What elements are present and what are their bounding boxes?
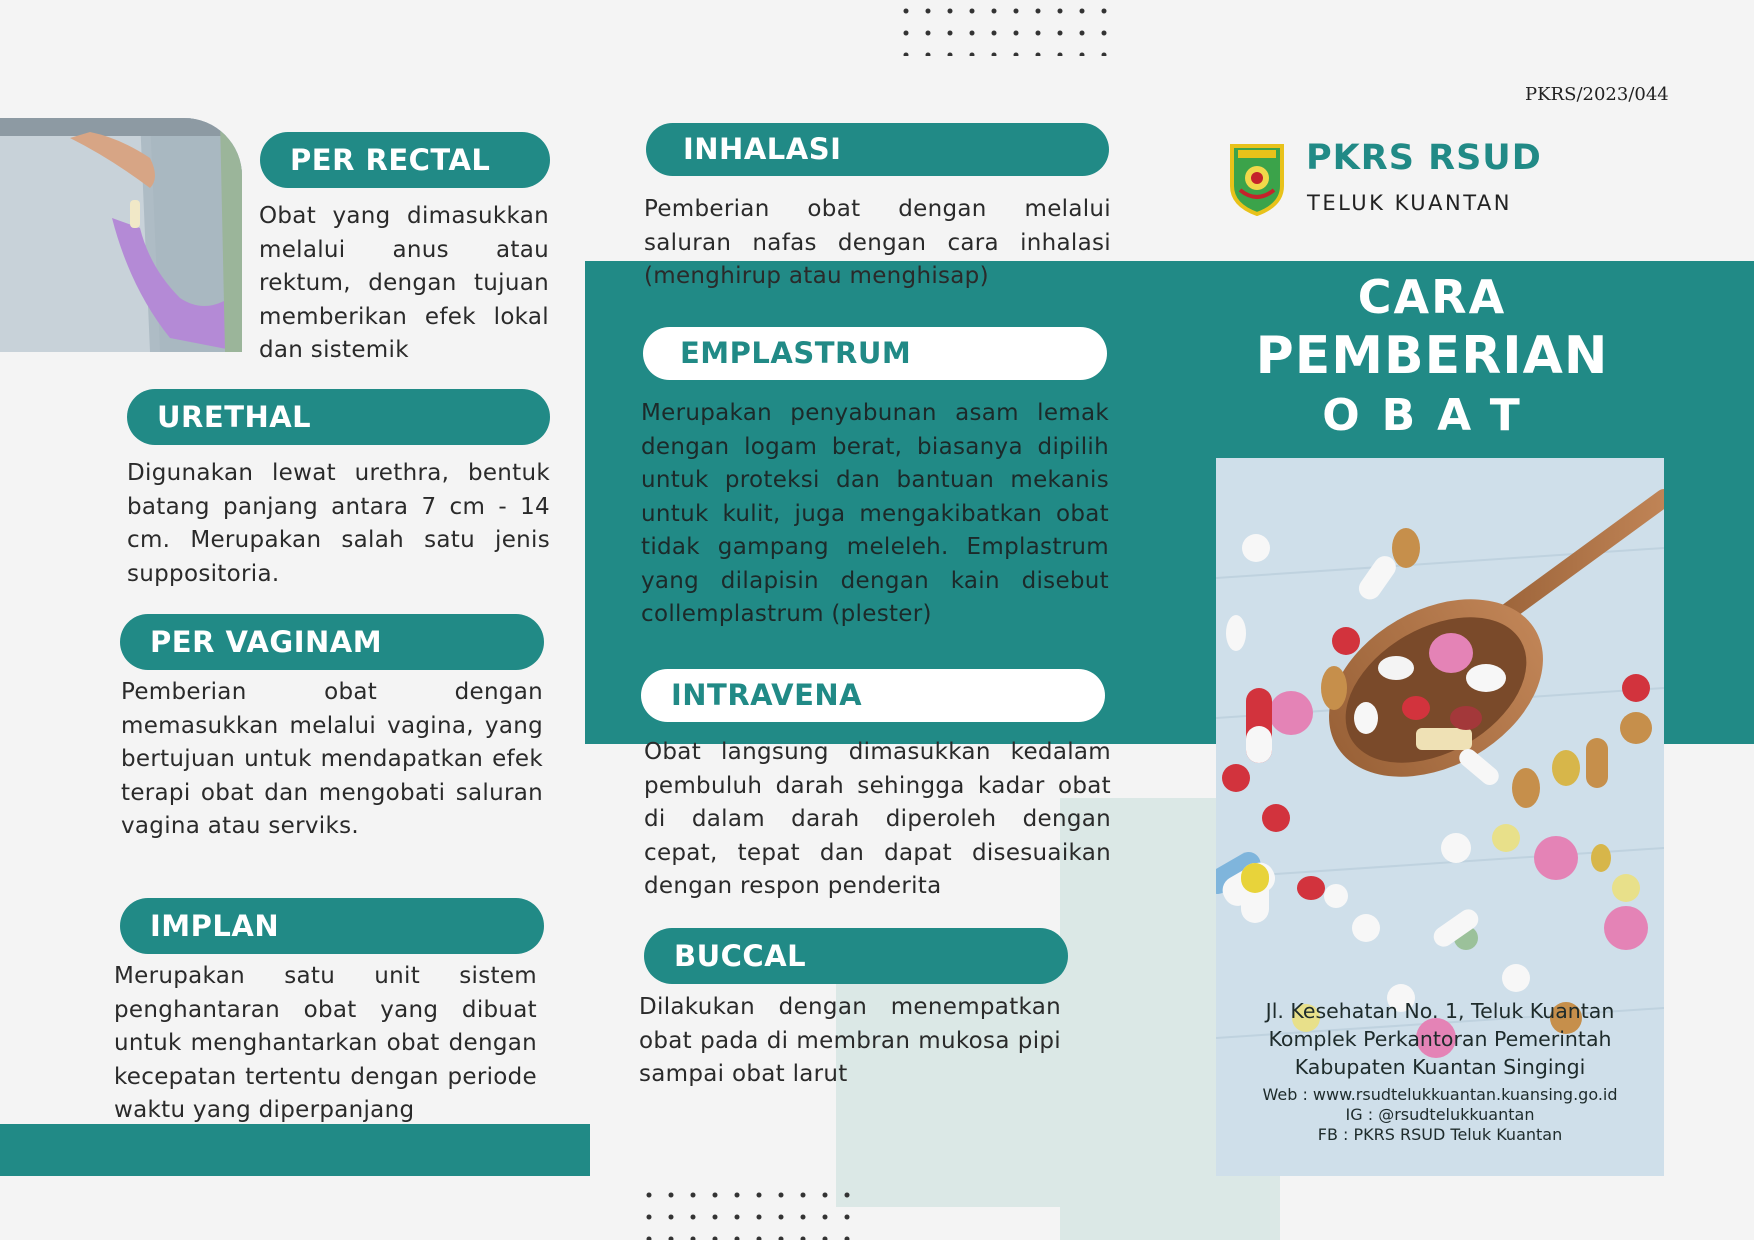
title-line-3: OBAT [1322,390,1542,441]
pill-urethal: URETHAL [127,389,550,445]
text-emplastrum: Merupakan penyabunan asam lemak dengan logam berat, biasanya dipilih untuk proteksi dan bantuan mekanis untuk kulit, juga mengakibatkan obat tidak gampang meleleh. Emplastrum yang dilapisin dengan kain disebut collemplastrum (plester) [641,400,1109,627]
title-line-2: PEMBERIAN [1255,326,1609,386]
title-line-1: CARA [1357,270,1507,324]
org-subtitle: TELUK KUANTAN [1307,191,1512,215]
pill-per-vaginam: PER VAGINAM [120,614,544,670]
dot-pattern-bottom [638,1184,858,1240]
pill-intravena: INTRAVENA [641,669,1105,722]
pill-emplastrum: EMPLASTRUM [643,327,1107,380]
pill-per-rectal: PER RECTAL [260,132,550,188]
text-per-vaginam: Pemberian obat dengan memasukkan melalui vagina, yang bertujuan untuk mendapatkan efek terapi obat dan mengobati saluran vagina atau serviks. [121,679,543,839]
text-urethal: Digunakan lewat urethra, bentuk batang panjang antara 7 cm - 14 cm. Merupakan salah satu jenis suppositoria. [127,460,550,587]
bottom-left-teal-band [0,1124,590,1176]
contact-fb: FB : PKRS RSUD Teluk Kuantan [1317,1125,1563,1144]
contact-web: Web : www.rsudtelukkuantan.kuansing.go.id [1262,1085,1618,1104]
text-buccal: Dilakukan dengan menempatkan obat pada di membran mukosa pipi sampai obat larut [639,994,1061,1087]
rectal-photo [0,118,242,352]
document-code: PKRS/2023/044 [1525,84,1669,105]
pill-inhalasi: INHALASI [646,123,1109,176]
pill-implan: IMPLAN [120,898,544,954]
text-implan: Merupakan satu unit sistem penghantaran obat yang dibuat untuk menghantarkan obat dengan kecepatan tertentu dengan periode waktu yang diperpanjang [114,963,537,1123]
contact-address-2: Komplek Perkantoran Pemerintah [1268,1027,1612,1051]
hospital-emblem-icon [1228,142,1286,216]
contact-ig: IG : @rsudtelukkuantan [1345,1105,1535,1124]
text-intravena: Obat langsung dimasukkan kedalam pembuluh darah sehingga kadar obat di dalam darah diperoleh dengan cepat, tepat dan dapat disesuaikan dengan respon penderita [644,739,1111,899]
pill-buccal: BUCCAL [644,928,1068,984]
text-per-rectal: Obat yang dimasukkan melalui anus atau rektum, dengan tujuan memberikan efek lokal dan sistemik [259,203,549,363]
contact-address-3: Kabupaten Kuantan Singingi [1294,1055,1586,1079]
contact-address-1: Jl. Kesehatan No. 1, Teluk Kuantan [1265,999,1615,1023]
org-name: PKRS RSUD [1306,138,1542,178]
dot-pattern-top [895,0,1115,56]
text-inhalasi: Pemberian obat dengan melalui saluran nafas dengan cara inhalasi (menghirup atau menghisap) [644,196,1111,289]
